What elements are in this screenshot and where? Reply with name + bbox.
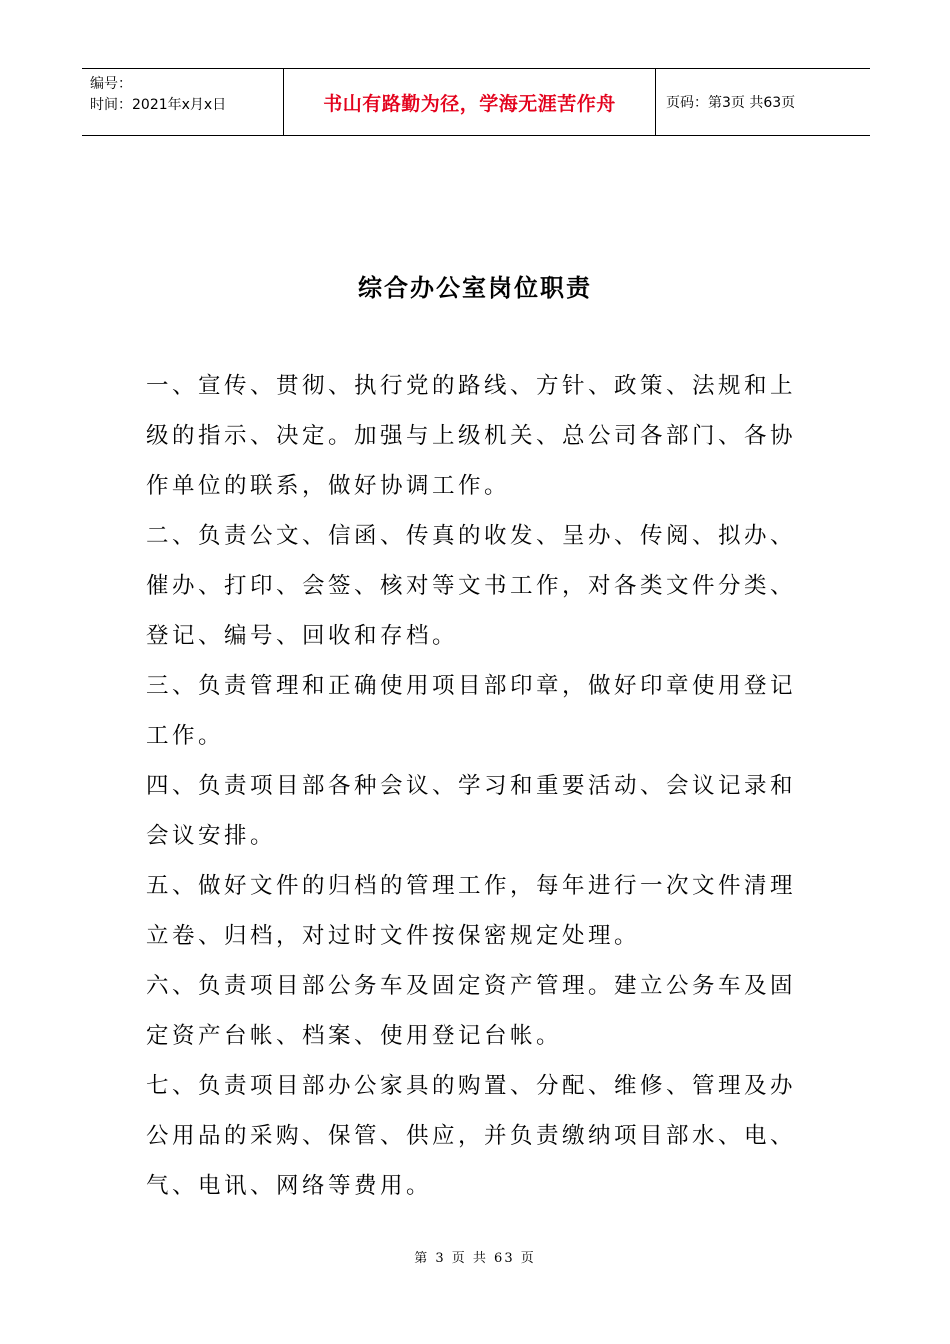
paragraph-5: 五、做好文件的归档的管理工作，每年进行一次文件清理立卷、归档，对过时文件按保密规定处理。: [146, 873, 797, 949]
number-label: 编号：: [90, 76, 132, 92]
header-page-info: 页码：第3页 共63页: [666, 95, 796, 111]
page-header: [82, 68, 870, 136]
paragraph-7: 七、负责项目部办公家具的购置、分配、维修、管理及办公用品的采购、保管、供应，并负责缴纳项目部水、电、气、电讯、网络等费用。: [146, 1073, 797, 1199]
paragraph-3: 三、负责管理和正确使用项目部印章，做好印章使用登记工作。: [146, 673, 797, 749]
paragraph-4: 四、负责项目部各种会议、学习和重要活动、会议记录和会议安排。: [146, 773, 797, 849]
header-motto: 书山有路勤为径，学海无涯苦作舟: [283, 69, 656, 135]
header-meta: [82, 69, 283, 135]
document-title: 综合办公室岗位职责: [358, 274, 592, 302]
paragraph-6: 六、负责项目部公务车及固定资产管理。建立公务车及固定资产台帐、档案、使用登记台帐。: [146, 973, 797, 1049]
time-label: 时间：2021年x月x日: [90, 97, 227, 113]
page-footer: 第 3 页 共 63 页: [414, 1251, 536, 1266]
document-body: [146, 361, 808, 1211]
paragraph-1: 一、宣传、贯彻、执行党的路线、方针、政策、法规和上级的指示、决定。加强与上级机关、总公司各部门、各协作单位的联系，做好协调工作。: [146, 373, 797, 499]
paragraph-2: 二、负责公文、信函、传真的收发、呈办、传阅、拟办、催办、打印、会签、核对等文书工作，对各类文件分类、登记、编号、回收和存档。: [146, 523, 797, 649]
